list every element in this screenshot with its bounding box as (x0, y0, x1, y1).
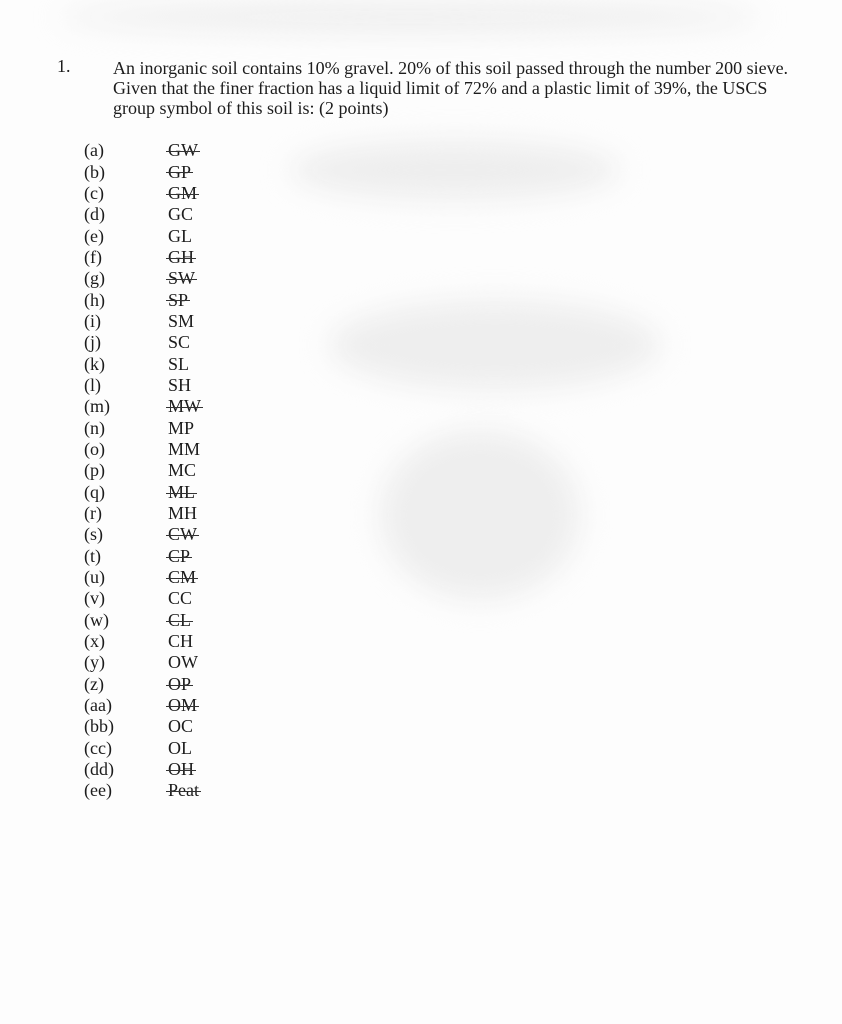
option-symbol: SL (168, 353, 190, 374)
answer-option (84, 588, 201, 609)
answer-option (84, 460, 201, 481)
question-text: An inorganic soil contains 10% gravel. 20% of this soil passed through the number 200 sieve. Given that the finer fraction has a liquid limit of 72% and a plastic limit of 39%, the USCS group symbol of this soil is: (2 points) (113, 58, 789, 118)
answer-option (84, 780, 201, 801)
answer-option (84, 268, 201, 289)
option-letter: (m) (84, 396, 110, 417)
option-letter: (i) (84, 310, 101, 331)
option-symbol: GC (168, 204, 194, 225)
option-letter: (l) (84, 374, 101, 395)
option-letter: (ee) (84, 780, 112, 801)
answer-option (84, 140, 201, 161)
option-symbol: GP (168, 161, 192, 182)
answer-option (84, 417, 201, 438)
option-symbol: MM (168, 438, 201, 459)
scan-smudge (380, 430, 580, 600)
answer-option (84, 353, 201, 374)
answer-option (84, 503, 201, 524)
option-symbol: SH (168, 374, 192, 395)
option-symbol: OP (168, 673, 192, 694)
scan-smudge (330, 300, 660, 390)
answer-option (84, 482, 201, 503)
answer-option (84, 652, 201, 673)
question-number: 1. (57, 56, 71, 76)
option-symbol: OH (168, 759, 194, 780)
answer-option (84, 396, 201, 417)
option-symbol: SM (168, 310, 195, 331)
answer-option (84, 631, 201, 652)
option-symbol: CH (168, 631, 194, 652)
answer-option (84, 204, 201, 225)
option-letter: (j) (84, 332, 101, 353)
option-letter: (u) (84, 567, 105, 588)
option-symbol: OL (168, 737, 192, 758)
option-letter: (aa) (84, 695, 112, 716)
answer-options-list (84, 140, 201, 802)
option-symbol: OC (168, 716, 194, 737)
option-letter: (o) (84, 438, 105, 459)
option-letter: (a) (84, 140, 104, 161)
option-letter: (x) (84, 631, 105, 652)
answer-option (84, 311, 201, 332)
answer-option (84, 524, 201, 545)
option-letter: (bb) (84, 716, 114, 737)
option-symbol: Peat (168, 780, 199, 801)
answer-option (84, 225, 201, 246)
scan-smudge (290, 140, 620, 200)
answer-option (84, 738, 201, 759)
option-letter: (n) (84, 417, 105, 438)
answer-option (84, 567, 201, 588)
option-letter: (d) (84, 204, 105, 225)
answer-option (84, 161, 201, 182)
answer-option (84, 674, 201, 695)
option-letter: (c) (84, 182, 104, 203)
option-letter: (f) (84, 246, 102, 267)
option-letter: (v) (84, 588, 105, 609)
option-letter: (t) (84, 545, 101, 566)
option-symbol: CM (168, 567, 197, 588)
option-letter: (e) (84, 225, 104, 246)
answer-option (84, 610, 201, 631)
option-symbol: MP (168, 417, 195, 438)
answer-option (84, 375, 201, 396)
option-symbol: CW (168, 524, 197, 545)
option-letter: (cc) (84, 737, 112, 758)
option-letter: (s) (84, 524, 103, 545)
answer-option (84, 716, 201, 737)
option-symbol: GM (168, 182, 198, 203)
option-symbol: GW (168, 140, 198, 161)
option-letter: (k) (84, 353, 105, 374)
option-symbol: SW (168, 268, 195, 289)
option-letter: (b) (84, 161, 105, 182)
option-letter: (z) (84, 673, 104, 694)
option-symbol: CP (168, 545, 191, 566)
answer-option (84, 247, 201, 268)
option-letter: (g) (84, 268, 105, 289)
option-letter: (p) (84, 460, 105, 481)
option-symbol: OM (168, 695, 198, 716)
option-symbol: ML (168, 481, 195, 502)
answer-option (84, 289, 201, 310)
option-letter: (dd) (84, 759, 114, 780)
answer-option (84, 759, 201, 780)
option-symbol: MH (168, 503, 198, 524)
option-symbol: GL (168, 225, 192, 246)
option-letter: (w) (84, 609, 109, 630)
answer-option (84, 332, 201, 353)
scan-smudge (60, 2, 760, 32)
answer-option (84, 183, 201, 204)
option-symbol: CC (168, 588, 193, 609)
answer-option (84, 546, 201, 567)
option-letter: (y) (84, 652, 105, 673)
option-letter: (h) (84, 289, 105, 310)
answer-option (84, 439, 201, 460)
option-letter: (q) (84, 481, 105, 502)
option-symbol: MC (168, 460, 197, 481)
option-symbol: SP (168, 289, 189, 310)
option-symbol: GH (168, 246, 194, 267)
option-symbol: CL (168, 609, 192, 630)
option-symbol: OW (168, 652, 198, 673)
answer-option (84, 695, 201, 716)
option-letter: (r) (84, 503, 102, 524)
option-symbol: SC (168, 332, 191, 353)
option-symbol: MW (168, 396, 201, 417)
